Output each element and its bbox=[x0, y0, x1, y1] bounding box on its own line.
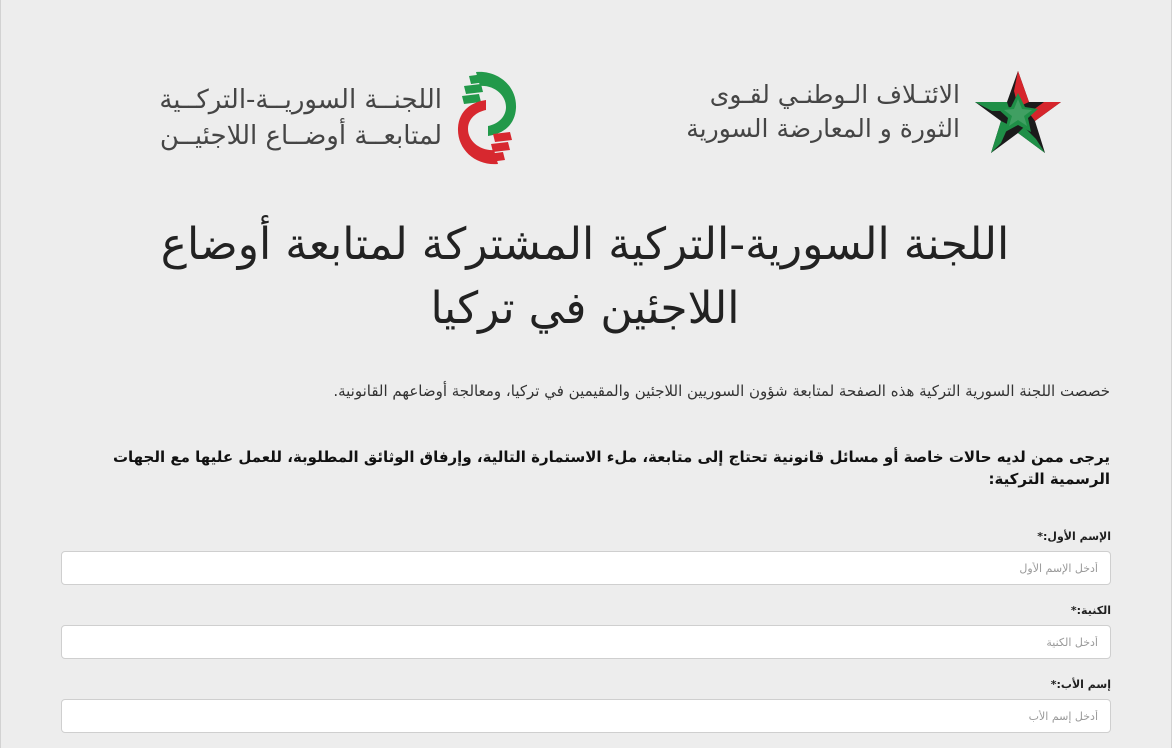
first-name-input[interactable] bbox=[61, 551, 1111, 585]
first-name-label: الإسم الأول:* bbox=[1037, 530, 1111, 543]
last-name-input[interactable] bbox=[61, 625, 1111, 659]
form-instructions: يرجى ممن لديه حالات خاصة أو مسائل قانونية تحتاج إلى متابعة، ملء الاستمارة التالية، وإرفاق الوثائق المطلوبة، للعمل عليها مع الجهات الرسمية التركية: bbox=[112, 448, 1110, 488]
coalition-star-icon bbox=[974, 69, 1062, 155]
coalition-logo[interactable] bbox=[652, 68, 1062, 156]
first-name-group bbox=[61, 528, 1111, 585]
intro-paragraph: خصصت اللجنة السورية التركية هذه الصفحة لمتابعة شؤون السوريين اللاجئين والمقيمين في تركيا، ومعالجة أوضاعهم القانونية. bbox=[333, 382, 1110, 400]
committee-logo-line2: لمتابعــة أوضــاع اللاجئيــن bbox=[159, 121, 442, 151]
father-name-label: إسم الأب:* bbox=[1050, 678, 1111, 691]
father-name-input[interactable] bbox=[61, 699, 1111, 733]
last-name-label: الكنية:* bbox=[1070, 604, 1111, 617]
father-name-group bbox=[61, 676, 1111, 733]
page-title: اللجنة السورية-التركية المشتركة لمتابعة أوضاع اللاجئين في تركيا bbox=[160, 219, 1010, 334]
helping-hands-icon bbox=[454, 68, 520, 168]
committee-logo[interactable] bbox=[110, 66, 520, 170]
last-name-group bbox=[61, 602, 1111, 659]
coalition-logo-line2: الثورة و المعارضة السورية bbox=[686, 114, 960, 143]
coalition-logo-line1: الائتـلاف الـوطنـي لقـوى bbox=[709, 80, 960, 109]
committee-logo-line1: اللجنــة السوريــة-التركــية bbox=[159, 85, 442, 115]
